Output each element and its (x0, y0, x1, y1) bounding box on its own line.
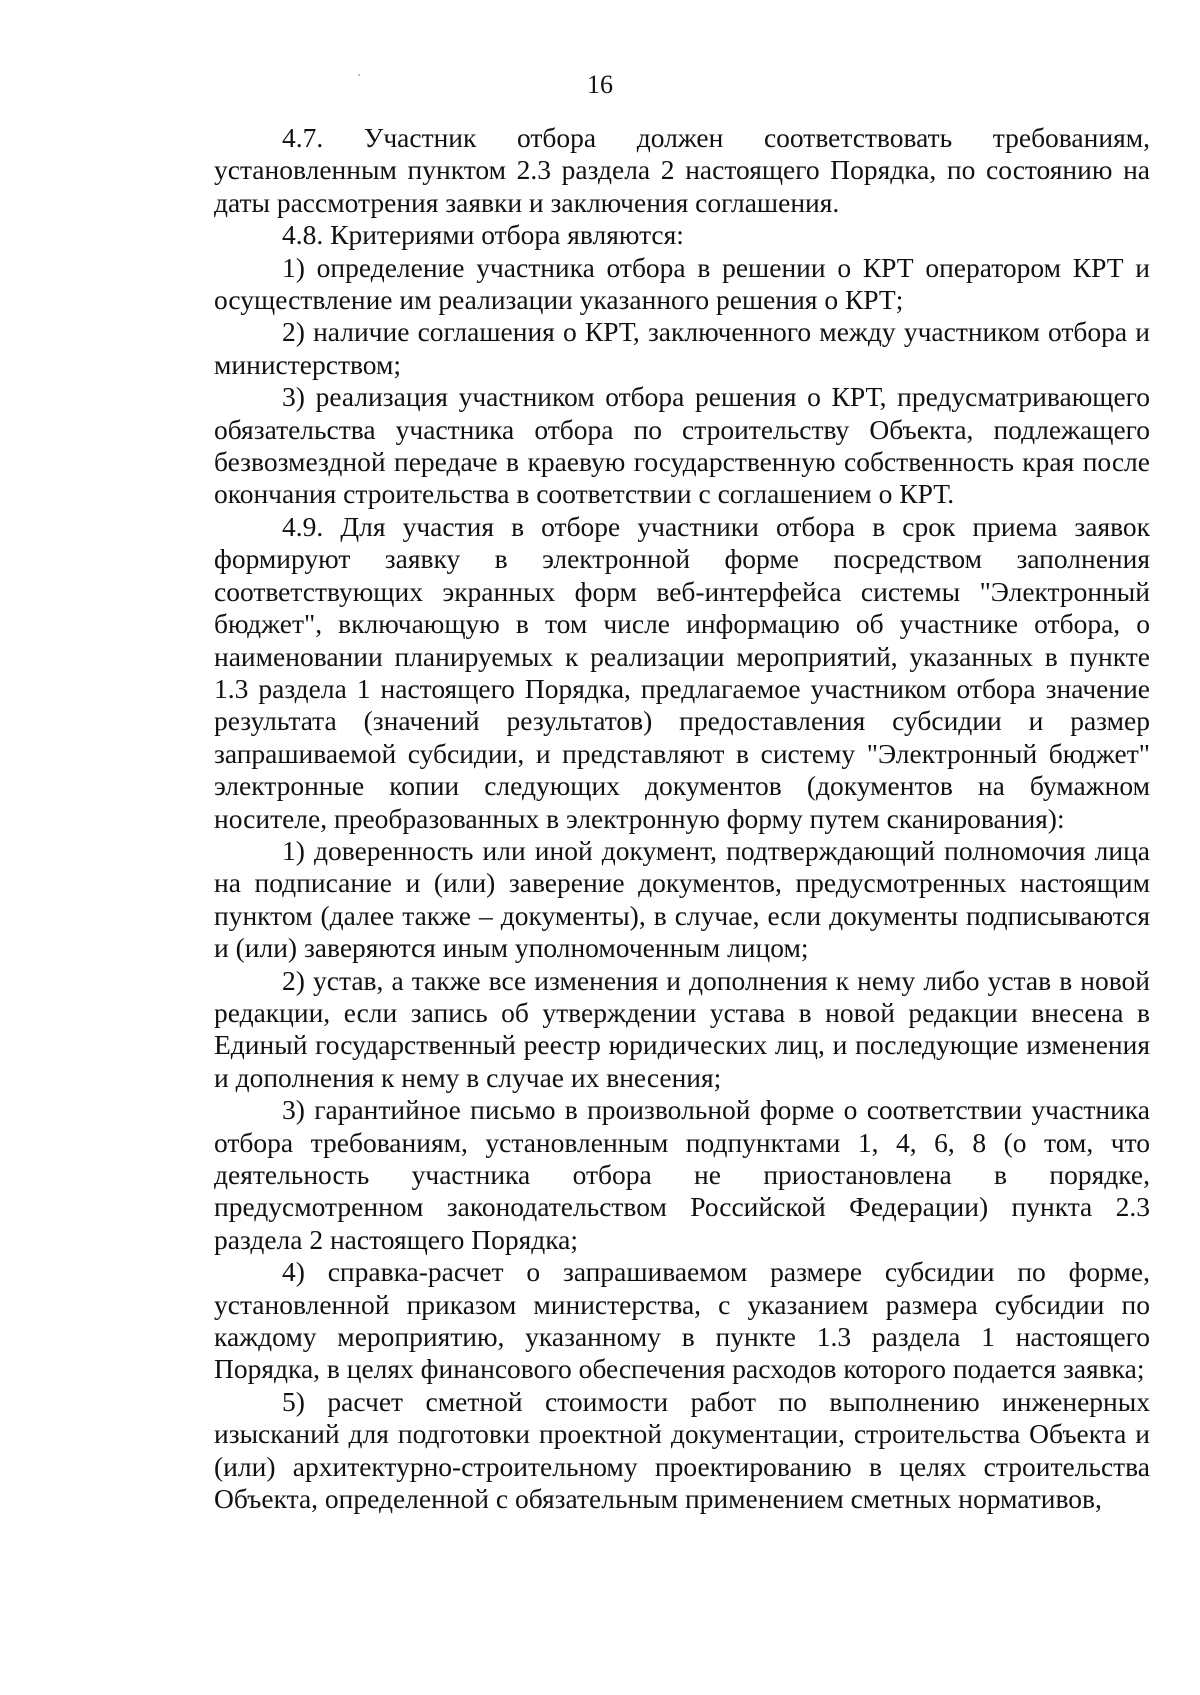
paragraph-4-8: 4.8. Критериями отбора являются: (282, 219, 684, 251)
document-item-1: 1) доверенность или иной документ, подтверждающий полномочия лица на подписание и (или) заверение документов, предусмотренных настоящим пунктом (далее также – документы), в случае, если документы подписываются и (или) заверяются иным уполномоченным лицом; (214, 834, 1150, 964)
paragraph-4-7: 4.7. Участник отбора должен соответствовать требованиям, установленным пунктом 2.3 раздела 2 настоящего Порядка, по состоянию на даты рассмотрения заявки и заключения соглашения. (214, 122, 1150, 218)
document-item-2: 2) устав, а также все изменения и дополнения к нему либо устав в новой редакции, если запись об утверждении устава в новой редакции внесена в Единый государственный реестр юридических лиц, и последующие изменения и дополнения к нему в случае их внесения; (214, 964, 1150, 1093)
document-body (214, 122, 1150, 1515)
document-item-5: 5) расчет сметной стоимости работ по выполнению инженерных изысканий для подготовки проектной документации, строительства Объекта и (или) архитектурно-строительному проектированию в целях строительства Объекта, определенной с обязательным применением сметных нормативов, (214, 1385, 1150, 1515)
document-item-4: 4) справка-расчет о запрашиваемом размере субсидии по форме, установленной приказом министерства, с указанием размера субсидии по каждому мероприятию, указанному в пункте 1.3 раздела 1 настоящего Порядка, в целях финансового обеспечения расходов которого подается заявка; (214, 1256, 1150, 1385)
criterion-2: 2) наличие соглашения о КРТ, заключенного между участником отбора и министерством; (214, 316, 1150, 380)
criterion-1: 1) определение участника отбора в решении о КРТ оператором КРТ и осуществление им реализации указанного решения о КРТ; (214, 251, 1150, 316)
criterion-3: 3) реализация участником отбора решения о КРТ, предусматривающего обязательства участника отбора по строительству Объекта, подлежащего безвозмездной передаче в краевую государственную собственность края после окончания строительства в соответствии с соглашением о КРТ. (214, 381, 1150, 510)
document-item-3: 3) гарантийное письмо в произвольной форме о соответствии участника отбора требованиям, установленным подпунктами 1, 4, 6, 8 (о том, что деятельность участника отбора не приостановлена в порядке, предусмотренном законодательством Российской Федерации) пункта 2.3 раздела 2 настоящего Порядка; (214, 1094, 1150, 1255)
paragraph-4-9: 4.9. Для участия в отборе участники отбора в срок приема заявок формируют заявку в электронной форме посредством заполнения соответствующих экранных форм веб-интерфейса системы "Электронный бюджет", включающую в том числе информацию об участнике отбора, о наименовании планируемых к реализации мероприятий, указанных в пункте 1.3 раздела 1 настоящего Порядка, предлагаемое участником отбора значение результата (значений результатов) предоставления субсидии и размер запрашиваемой субсидии, и представляют в систему "Электронный бюджет" электронные копии следующих документов (документов на бумажном носителе, преобразованных в электронную форму путем сканирования): (214, 510, 1150, 834)
page-number: 16 (587, 70, 613, 99)
